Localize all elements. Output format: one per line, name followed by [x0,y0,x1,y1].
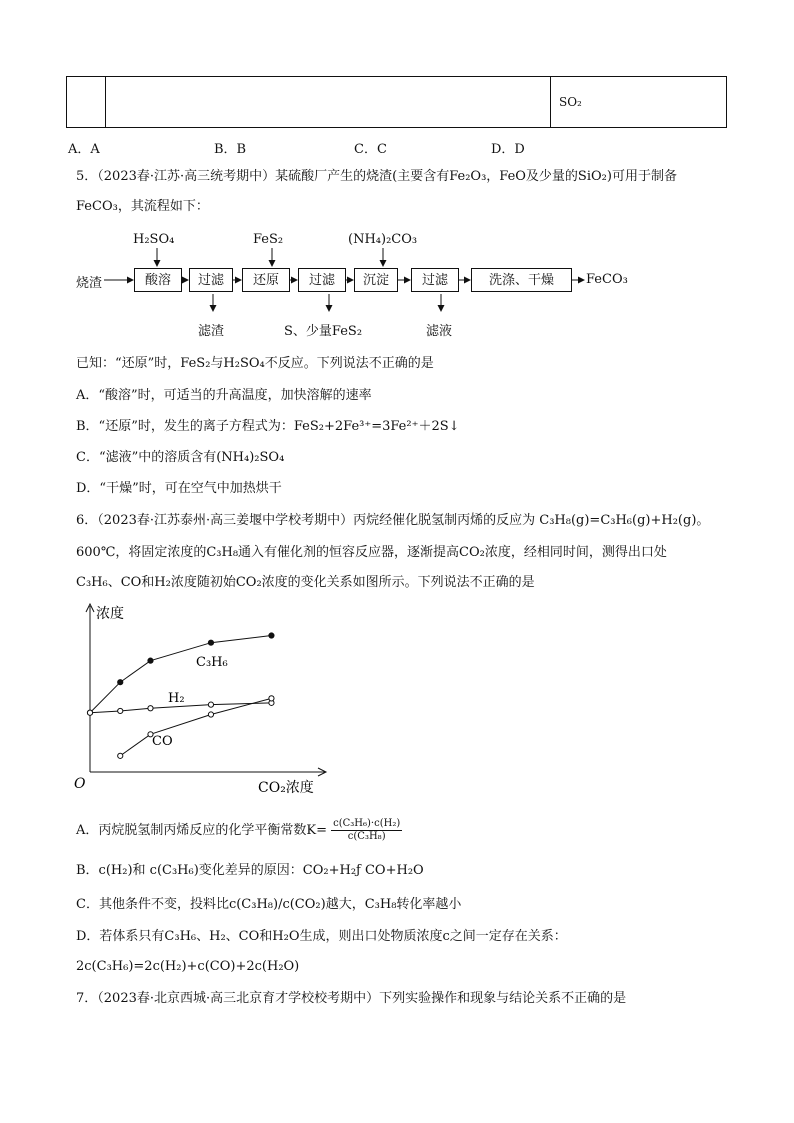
y-axis-label: 浓度 [96,606,124,622]
prev-question-table [66,76,727,128]
q6-option-a [76,818,402,843]
table-cell-content [106,77,551,128]
flow-end-label: FeCO₃ [586,272,628,287]
series-line-co [120,698,271,755]
flow-start-label: 烧渣 [76,276,103,291]
fraction-denominator: c(C₃H₈) [347,831,386,842]
q5-option-d: D．“干燥”时，可在空气中加热烘干 [76,481,282,496]
origin-label: O [74,776,86,792]
q6-option-d: D．若体系只有C₃H₆、H₂、CO和H₂O生成，则出口处物质浓度c之间一定存在关系： [76,929,567,944]
data-point-co-3 [269,696,274,701]
flow-step-reduce: 还原 [242,268,290,292]
flow-input-fes2: FeS₂ [253,232,284,247]
table-cell-index [67,77,106,128]
q6-option-b: B．c(H₂)和 c(C₃H₆)变化差异的原因：CO₂+H₂ƒ CO+H₂O [76,863,424,878]
prev-option-c: C．C [354,142,387,157]
q5-known: 已知：“还原”时，FeS₂与H₂SO₄不反应。下列说法不正确的是 [76,356,434,371]
data-point-h-3 [208,702,213,707]
flow-step-filter-2: 过滤 [298,268,346,292]
flow-input-h2so4: H₂SO₄ [133,232,175,247]
flow-input-nh4-2co3: (NH₄)₂CO₃ [348,232,418,247]
data-point-h-1 [118,708,123,713]
prev-option-b: B．B [214,142,247,157]
q5-stem-line2: FeCO₃，其流程如下： [76,199,209,214]
data-point-ch-3 [208,640,213,645]
flow-step-filter-3: 过滤 [411,268,459,292]
data-point-ch-2 [148,658,153,663]
q7-stem: 7．（2023春·北京西城·高三北京育才学校校考期中）下列实验操作和现象与结论关系不正确的是 [76,991,627,1006]
q6-stem-line3: C₃H₆、CO和H₂浓度随初始CO₂浓度的变化关系如图所示。下列说法不正确的是 [76,575,535,590]
flow-output-filtrate: 滤液 [426,324,453,339]
q6-stem-line1: 6．（2023春·江苏泰州·高三姜堰中学校考期中）丙烷经催化脱氢制丙烯的反应为 C₃H₈(g)=C₃H₆(g)+H₂(g)。 [76,513,710,528]
prev-option-a: A．A [68,142,100,157]
data-point-h-2 [148,706,153,711]
q5-option-a: A．“酸溶”时，可适当的升高温度，加快溶解的速率 [76,388,372,403]
prev-option-d: D．D [491,142,525,157]
q6-option-c: C．其他条件不变，投料比c(C₃H₈)/c(CO₂)越大，C₃H₈转化率越小 [76,897,462,912]
series-label-h2: H₂ [168,691,185,706]
equilibrium-fraction [331,818,402,843]
data-point-h-0 [87,710,92,715]
q6-chart [70,596,340,800]
flow-step-filter-1: 过滤 [189,268,233,292]
table-cell-value: SO₂ [551,77,727,128]
data-point-co-0 [118,753,123,758]
series-label-co: CO [152,734,173,749]
data-point-ch-1 [118,680,123,685]
flow-step-wash-dry: 洗涤、干燥 [471,268,572,292]
q5-option-c: C．“滤液”中的溶质含有(NH₄)₂SO₄ [76,450,285,465]
flow-step-precipitate: 沉淀 [354,268,398,292]
data-point-ch-4 [269,633,274,638]
flow-step-acid-dissolve: 酸溶 [134,268,182,292]
q6-option-a-text: A．丙烷脱氢制丙烯反应的化学平衡常数K= [76,823,327,838]
q5-stem-line1: 5．（2023春·江苏·高三统考期中）某硫酸厂产生的烧渣(主要含有Fe₂O₃，FeO及少量的SiO₂)可用于制备 [76,169,677,184]
x-axis-label: CO₂浓度 [258,780,314,796]
flow-output-sulfur: S、少量FeS₂ [284,324,363,339]
q6-option-d-equation: 2c(C₃H₆)=2c(H₂)+c(CO)+2c(H₂O) [76,959,300,974]
flow-output-residue: 滤渣 [198,324,225,339]
data-point-co-2 [208,712,213,717]
q6-stem-line2: 600℃，将固定浓度的C₃H₈通入有催化剂的恒容反应器，逐渐提高CO₂浓度，经相同时间，测得出口处 [76,545,667,560]
series-label-c3h6: C₃H₆ [196,655,228,670]
q5-option-b: B．“还原”时，发生的离子方程式为：FeS₂+2Fe³⁺=3Fe²⁺＋2S↓ [76,419,460,434]
fraction-numerator: c(C₃H₆)·c(H₂) [333,818,401,829]
